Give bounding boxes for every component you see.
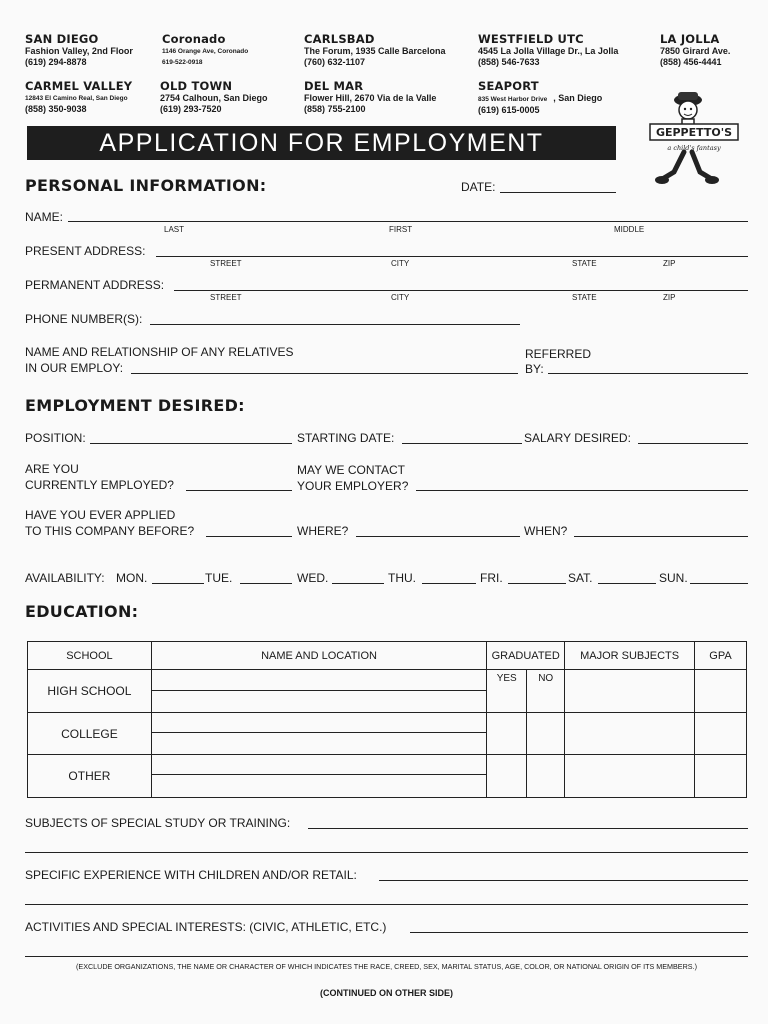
personal-info-heading: PERSONAL INFORMATION: [25,176,267,195]
store-coronado [162,32,248,68]
present-address-field[interactable] [156,256,748,257]
store-carmel-valley [25,79,132,115]
store-address: The Forum, 1935 Calle Barcelona [304,46,446,56]
availability-wed-label: WED. [297,571,329,585]
contact-employer-label-line2: YOUR EMPLOYER? [297,479,409,493]
currently-employed-label-line1: ARE YOU [25,462,79,476]
other-location-field[interactable] [151,775,486,798]
logo-name: GEPPETTO'S [655,126,733,139]
store-san-diego [25,32,133,68]
other-major-field[interactable] [565,755,695,798]
store-address: 7850 Girard Ave. [660,46,731,56]
store-westfield-utc [478,32,618,68]
availability-mon-field[interactable] [152,583,204,584]
name-field[interactable] [68,221,748,222]
availability-sat-field[interactable] [598,583,656,584]
name-location-column-header: NAME AND LOCATION [151,642,486,670]
position-field[interactable] [90,443,292,444]
store-address: 2754 Calhoun, San Diego [160,93,268,103]
education-row-high-school-a [28,670,747,691]
store-name: DEL MAR [304,79,364,93]
referred-field[interactable] [548,373,748,374]
date-field[interactable] [500,192,616,193]
form-title: APPLICATION FOR EMPLOYMENT [27,126,616,160]
other-name-field[interactable] [151,755,486,775]
graduated-yes-header: YES [487,670,527,713]
present-state-caption: STATE [572,259,597,268]
college-graduated-yes[interactable] [487,713,527,755]
starting-date-field[interactable] [402,443,522,444]
high-school-name-field[interactable] [151,670,486,691]
store-del-mar [304,79,436,115]
referred-label-line1: REFERRED [525,347,592,361]
college-name-field[interactable] [151,713,486,733]
contact-employer-label-line1: MAY WE CONTACT [297,463,405,477]
special-study-label: SUBJECTS OF SPECIAL STUDY OR TRAINING: [25,816,291,830]
availability-fri-field[interactable] [508,583,566,584]
position-label: POSITION: [25,431,86,445]
store-name: SEAPORT [478,79,539,93]
currently-employed-label-line2: CURRENTLY EMPLOYED? [25,478,174,492]
store-phone: (858) 755-2100 [304,104,366,114]
permanent-zip-caption: ZIP [663,293,676,302]
phone-label: PHONE NUMBER(S): [25,312,143,326]
gpa-column-header: GPA [695,642,747,670]
graduated-column-header: GRADUATED [487,642,565,670]
special-study-field[interactable] [308,828,748,829]
currently-employed-field[interactable] [186,490,292,491]
salary-label: SALARY DESIRED: [524,431,631,445]
college-label: COLLEGE [28,713,152,755]
high-school-label: HIGH SCHOOL [28,670,152,713]
store-name: CARLSBAD [304,32,375,46]
education-header-row [28,642,747,670]
where-field[interactable] [356,536,520,537]
store-name: WESTFIELD UTC [478,32,584,46]
graduated-no-header: NO [527,670,565,713]
major-subjects-column-header: MAJOR SUBJECTS [565,642,695,670]
store-phone: (858) 546-7633 [478,57,540,67]
date-label: DATE: [461,180,496,194]
experience-field-2[interactable] [25,904,748,905]
other-gpa-field[interactable] [695,755,747,798]
experience-label: SPECIFIC EXPERIENCE WITH CHILDREN AND/OR RETAIL: [25,868,357,882]
present-city-caption: CITY [391,259,410,268]
special-study-field-2[interactable] [25,852,748,853]
store-phone: 619-522-0918 [162,59,203,66]
store-city: , San Diego [553,93,603,103]
education-row-other-a [28,755,747,775]
relatives-label-line2: IN OUR EMPLOY: [25,361,124,375]
applied-before-label-line2: TO THIS COMPANY BEFORE? [25,524,195,538]
salary-field[interactable] [638,443,748,444]
store-address: 1146 Orange Ave, Coronado [162,48,249,55]
permanent-address-label: PERMANENT ADDRESS: [25,278,165,292]
availability-thu-field[interactable] [422,583,476,584]
permanent-city-caption: CITY [391,293,410,302]
store-phone: (619) 615-0005 [478,105,540,115]
availability-sun-label: SUN. [659,571,688,585]
present-zip-caption: ZIP [663,259,676,268]
store-carlsbad [304,32,446,68]
other-school-label: OTHER [28,755,152,798]
store-address: 835 West Harbor Drive [478,96,548,103]
when-field[interactable] [574,536,748,537]
present-street-caption: STREET [210,259,242,268]
education-row-college-a [28,713,747,733]
college-graduated-no[interactable] [527,713,565,755]
continued-note: (CONTINUED ON OTHER SIDE) [319,988,453,998]
availability-sun-field[interactable] [690,583,748,584]
phone-field[interactable] [150,324,520,325]
college-gpa-field[interactable] [695,713,747,755]
availability-label: AVAILABILITY: [25,571,105,585]
referred-label-line2: BY: [525,362,544,376]
applied-before-field[interactable] [206,536,292,537]
college-major-field[interactable] [565,713,695,755]
store-address: 12843 El Camino Real, San Diego [25,95,128,102]
availability-fri-label: FRI. [480,571,503,585]
store-la-jolla [660,32,730,68]
activities-field[interactable] [410,932,748,933]
store-phone: (858) 456-4441 [660,57,722,67]
availability-sat-label: SAT. [568,571,593,585]
relatives-label-line1: NAME AND RELATIONSHIP OF ANY RELATIVES [25,345,294,359]
present-address-label: PRESENT ADDRESS: [25,244,146,258]
store-name: OLD TOWN [160,79,233,93]
store-name: Coronado [162,32,226,46]
store-phone: (858) 350-9038 [25,104,87,114]
store-phone: (619) 293-7520 [160,104,222,114]
logo-tagline: a child's fantasy [667,144,721,152]
name-middle-caption: MIDDLE [614,225,645,234]
contact-employer-field[interactable] [416,490,748,491]
store-name: CARMEL VALLEY [25,79,133,93]
name-label: NAME: [25,210,64,224]
geppettos-logo [644,90,744,200]
high-school-location-field[interactable] [151,691,486,713]
permanent-address-field[interactable] [174,290,748,291]
relatives-field[interactable] [131,373,518,374]
experience-field[interactable] [379,880,748,881]
store-name: LA JOLLA [660,32,720,46]
store-address: 4545 La Jolla Village Dr., La Jolla [478,46,619,56]
permanent-street-caption: STREET [210,293,242,302]
other-graduated-yes[interactable] [487,755,527,798]
availability-mon-label: MON. [116,571,148,585]
store-address: Flower Hill, 2670 Via de la Valle [304,93,437,103]
availability-tue-label: TUE. [205,571,233,585]
college-location-field[interactable] [151,733,486,755]
availability-wed-field[interactable] [332,583,384,584]
education-table [27,641,747,798]
other-graduated-no[interactable] [527,755,565,798]
where-label: WHERE? [297,524,349,538]
high-school-gpa-field[interactable] [695,670,747,713]
availability-thu-label: THU. [388,571,416,585]
activities-label: ACTIVITIES AND SPECIAL INTERESTS: (CIVIC, ATHLETIC, ETC.) [25,920,387,934]
applied-before-label-line1: HAVE YOU EVER APPLIED [25,508,176,522]
availability-tue-field[interactable] [240,583,292,584]
name-first-caption: FIRST [389,225,413,234]
store-phone: (760) 632-1107 [304,57,366,67]
education-heading: EDUCATION: [25,602,139,621]
starting-date-label: STARTING DATE: [297,431,395,445]
name-last-caption: LAST [164,225,185,234]
exclude-note: (EXCLUDE ORGANIZATIONS, THE NAME OR CHARACTER OF WHICH INDICATES THE RACE, CREED, SEX, MARITAL STATUS, AGE, COLOR, OR NATIONAL ORIGIN OF ITS MEMBERS.) [76,962,697,971]
store-address: Fashion Valley, 2nd Floor [25,46,133,56]
activities-field-2[interactable] [25,956,748,957]
high-school-major-field[interactable] [565,670,695,713]
when-label: WHEN? [524,524,568,538]
store-phone: (619) 294-8878 [25,57,87,67]
store-seaport [478,79,602,116]
school-column-header: SCHOOL [28,642,152,670]
puppet-mascot-icon [644,90,744,200]
store-old-town [160,79,268,115]
permanent-state-caption: STATE [572,293,597,302]
store-name: SAN DIEGO [25,32,99,46]
employment-heading: EMPLOYMENT DESIRED: [25,396,245,415]
